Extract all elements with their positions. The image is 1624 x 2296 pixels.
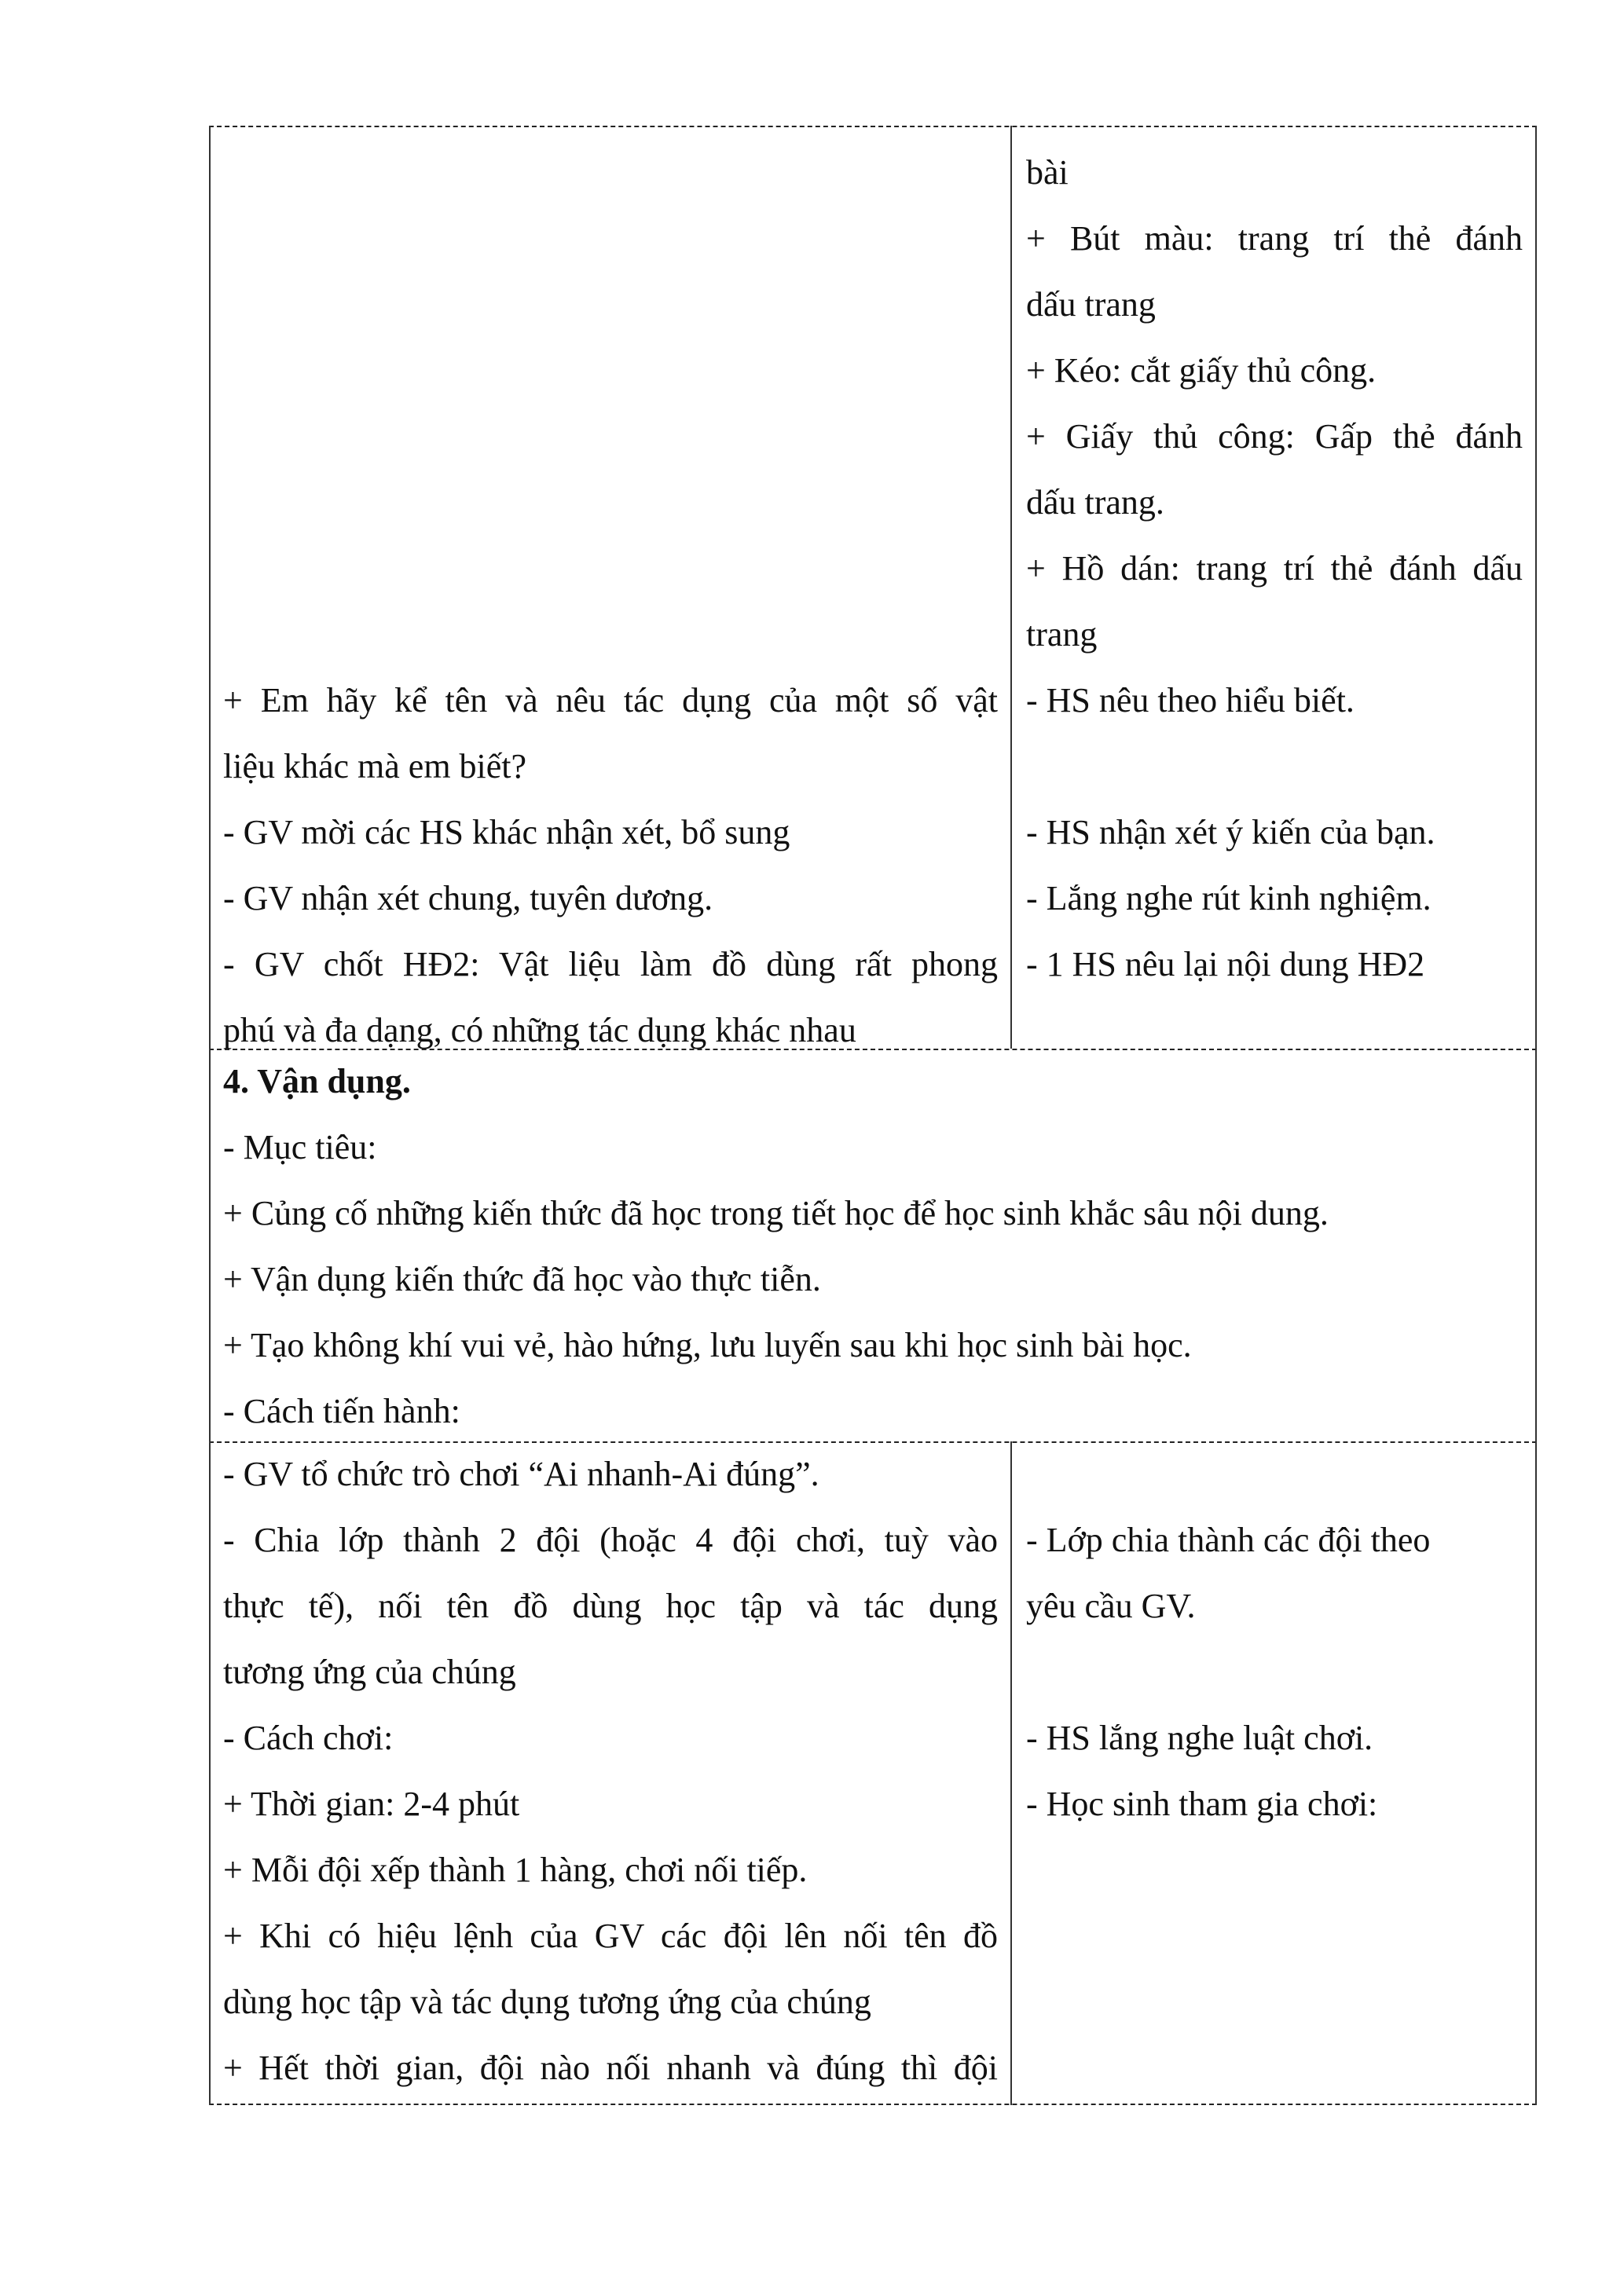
text-line: - Cách chơi: (223, 1719, 394, 1757)
text-line: phú và đa dạng, có những tác dụng khác nhau (223, 1011, 856, 1049)
text-line: tương ứng của chúng (223, 1653, 516, 1691)
text-line: liệu khác mà em biết? (223, 747, 527, 785)
text-line: + Vận dụng kiến thức đã học vào thực tiễn. (223, 1260, 821, 1298)
text-line: - Cách tiến hành: (223, 1392, 460, 1430)
text-line: - 1 HS nêu lại nội dung HĐ2 (1026, 945, 1425, 983)
text-line: + Hết thời gian, đội nào nối nhanh và đúng thì đội (223, 2049, 998, 2087)
table-row-game (209, 1441, 1537, 2105)
text-line (1026, 1441, 1523, 1507)
text-line: + Kéo: cắt giấy thủ công. (1026, 351, 1377, 390)
text-line: - HS nhận xét ý kiến của bạn. (1026, 813, 1435, 851)
teacher-activity-cell (209, 126, 1012, 1049)
text-line: + Giấy thủ công: Gấp thẻ đánh (1026, 417, 1523, 456)
section-heading: 4. Vận dụng. (223, 1062, 411, 1100)
text-line: - Lắng nghe rút kinh nghiệm. (1026, 879, 1432, 917)
text-line: bài (1026, 153, 1069, 192)
text-line: - GV chốt HĐ2: Vật liệu làm đồ dùng rất phong (223, 945, 998, 983)
table-row-application (209, 1049, 1537, 1441)
text-line: + Mỗi đội xếp thành 1 hàng, chơi nối tiếp. (223, 1851, 808, 1889)
text-line (1026, 734, 1523, 800)
student-activity-cell (1012, 1441, 1537, 2105)
text-line: trang (1026, 615, 1098, 654)
text-line: + Thời gian: 2-4 phút (223, 1785, 520, 1823)
text-line: thực tế), nối tên đồ dùng học tập và tác dụng (223, 1587, 998, 1625)
text-line: + Em hãy kể tên và nêu tác dụng của một số vật (223, 681, 998, 720)
text-line: + Bút màu: trang trí thẻ đánh (1026, 219, 1523, 258)
table-row-activity-2 (209, 126, 1537, 1049)
text-line: - Lớp chia thành các đội theo (1026, 1521, 1431, 1559)
text-line: dấu trang (1026, 285, 1156, 324)
text-line: + Hồ dán: trang trí thẻ đánh dấu (1026, 549, 1523, 588)
text-line: dấu trang. (1026, 483, 1164, 522)
text-line: yêu cầu GV. (1026, 1587, 1196, 1625)
text-line: - GV nhận xét chung, tuyên dương. (223, 879, 713, 917)
text-line (1026, 1639, 1523, 1705)
teacher-activity-cell (209, 1441, 1012, 2105)
text-line: - GV mời các HS khác nhận xét, bổ sung (223, 813, 790, 851)
text-line: - HS lắng nghe luật chơi. (1026, 1719, 1373, 1757)
text-line: + Tạo không khí vui vẻ, hào hứng, lưu luyến sau khi học sinh bài học. (223, 1326, 1192, 1364)
text-line: - Mục tiêu: (223, 1128, 377, 1166)
student-activity-cell (1012, 126, 1537, 1049)
text-line: - Học sinh tham gia chơi: (1026, 1785, 1378, 1823)
text-line: - HS nêu theo hiểu biết. (1026, 681, 1355, 720)
text-line: - GV tổ chức trò chơi “Ai nhanh-Ai đúng”. (223, 1455, 819, 1493)
text-line: - Chia lớp thành 2 đội (hoặc 4 đội chơi, tuỳ vào (223, 1521, 998, 1559)
text-line: dùng học tập và tác dụng tương ứng của chúng (223, 1983, 871, 2021)
text-line: + Củng cố những kiến thức đã học trong tiết học để học sinh khắc sâu nội dung. (223, 1194, 1329, 1232)
text-line: + Khi có hiệu lệnh của GV các đội lên nối tên đồ (223, 1917, 998, 1955)
application-cell (209, 1049, 1537, 1441)
